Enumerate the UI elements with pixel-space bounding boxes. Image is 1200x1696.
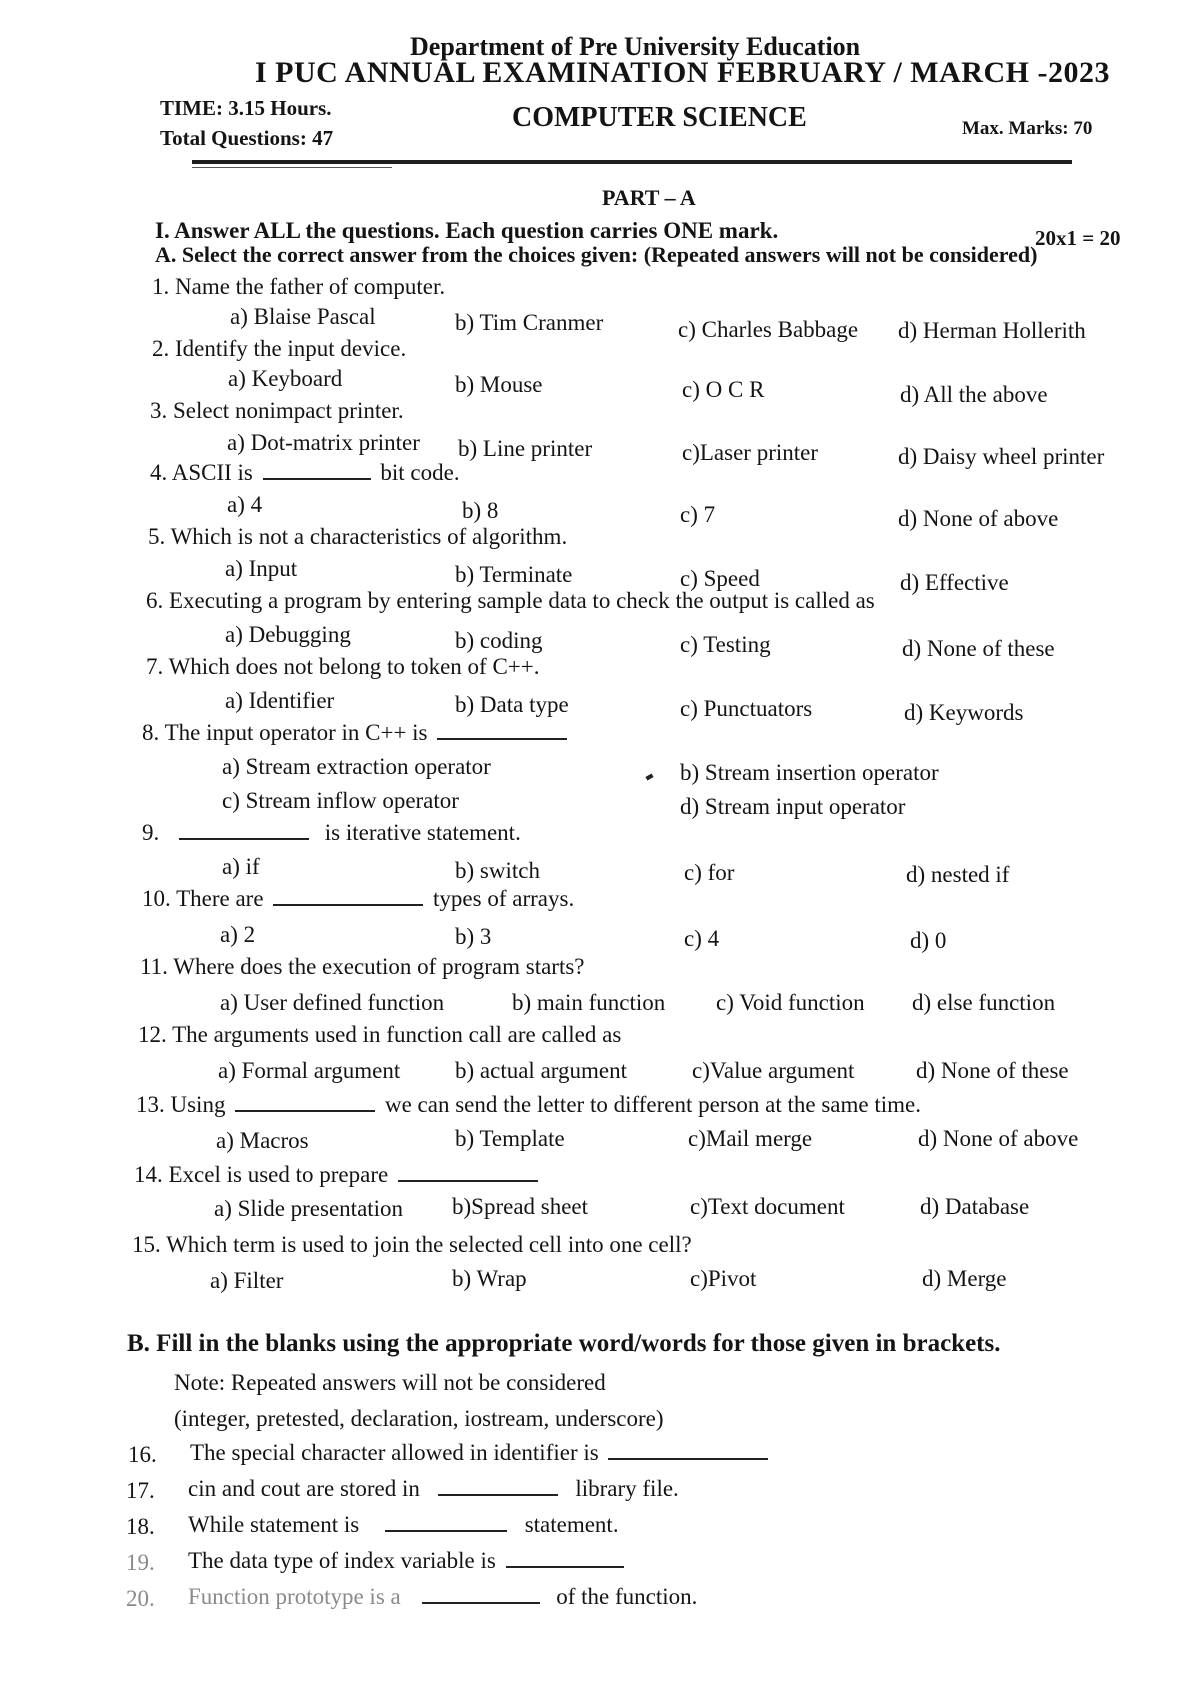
q13-option-b: b) Template [455, 1126, 565, 1151]
q9-option-c: c) for [684, 860, 735, 885]
q14-option-a: a) Slide presentation [214, 1196, 404, 1221]
q9-option-b: b) switch [455, 858, 540, 883]
q18-number: 18. [126, 1514, 155, 1539]
q1-option-c: c) Charles Babbage [678, 317, 859, 342]
question-2: 2. Identify the input device. [152, 336, 407, 361]
answer-blank[interactable] [235, 1092, 375, 1112]
q11-option-d: d) else function [912, 990, 1056, 1015]
q4-option-c: c) 7 [680, 502, 716, 527]
max-marks: Max. Marks: 70 [962, 118, 1093, 139]
q4-option-b: b) 8 [462, 498, 499, 523]
q5-option-b: b) Terminate [455, 562, 573, 587]
q6-option-b: b) coding [455, 628, 543, 653]
question-20: Function prototype is a of the function. [188, 1584, 698, 1609]
q8-option-d: d) Stream input operator [680, 794, 906, 819]
header-divider-thin [192, 167, 392, 168]
q5-option-a: a) Input [225, 556, 298, 581]
total-questions: Total Questions: 47 [160, 126, 334, 150]
question-19: The data type of index variable is [188, 1548, 628, 1574]
header-divider [192, 160, 1072, 164]
q7-option-b: b) Data type [455, 692, 569, 717]
q10-option-c: c) 4 [684, 926, 720, 951]
q14-option-c: c)Text document [690, 1194, 845, 1219]
scan-speck [645, 774, 653, 781]
q2-option-c: c) O C R [682, 377, 765, 402]
section-a-instruction: A. Select the correct answer from the choices given: (Repeated answers will not be considered) [155, 242, 1038, 267]
question-5: 5. Which is not a characteristics of algorithm. [148, 524, 568, 549]
answer-blank[interactable] [179, 820, 309, 840]
question-12: 12. The arguments used in function call are called as [138, 1022, 622, 1047]
q4-option-d: d) None of above [898, 506, 1059, 531]
q8-option-b: b) Stream insertion operator [680, 760, 939, 785]
department-name: Department of Pre University Education [410, 32, 861, 61]
q6-option-a: a) Debugging [225, 622, 351, 647]
q3-option-d: d) Daisy wheel printer [898, 444, 1105, 469]
answer-blank[interactable] [398, 1162, 538, 1182]
q20-number: 20. [126, 1586, 155, 1611]
answer-blank[interactable] [263, 460, 371, 480]
q11-option-a: a) User defined function [220, 990, 445, 1015]
q10-option-b: b) 3 [455, 924, 492, 949]
q12-option-b: b) actual argument [455, 1058, 628, 1083]
question-13: 13. Using we can send the letter to different person at the same time. [136, 1092, 921, 1117]
q7-option-a: a) Identifier [225, 688, 335, 713]
q9-option-a: a) if [222, 854, 260, 879]
answer-blank[interactable] [437, 720, 567, 740]
q1-option-b: b) Tim Cranmer [455, 310, 604, 335]
question-7: 7. Which does not belong to token of C++. [146, 654, 540, 679]
q19-number: 19. [126, 1550, 155, 1575]
question-11: 11. Where does the execution of program starts? [140, 954, 585, 979]
section-b-title: B. Fill in the blanks using the appropriate word/words for those given in brackets. [127, 1330, 1001, 1357]
q2-option-b: b) Mouse [455, 372, 543, 397]
q3-option-a: a) Dot-matrix printer [227, 430, 420, 455]
q15-option-b: b) Wrap [452, 1266, 527, 1291]
q11-option-b: b) main function [512, 990, 666, 1015]
subject-title: COMPUTER SCIENCE [512, 102, 807, 133]
q13-option-d: d) None of above [918, 1126, 1079, 1151]
q10-option-d: d) 0 [910, 928, 947, 953]
q1-option-a: a) Blaise Pascal [230, 304, 376, 329]
q8-option-a: a) Stream extraction operator [222, 754, 491, 779]
q12-option-d: d) None of these [916, 1058, 1069, 1083]
q7-option-d: d) Keywords [904, 700, 1024, 725]
exam-time: TIME: 3.15 Hours. [160, 96, 332, 120]
question-14: 14. Excel is used to prepare [134, 1162, 542, 1188]
q15-option-a: a) Filter [210, 1268, 284, 1293]
part-a-instruction: I. Answer ALL the questions. Each question carries ONE mark. [155, 218, 779, 243]
question-4: 4. ASCII is bit code. [150, 460, 460, 485]
q2-option-d: d) All the above [900, 382, 1048, 407]
q4-option-a: a) 4 [227, 492, 263, 517]
part-a-marks: 20x1 = 20 [1035, 226, 1121, 250]
question-15: 15. Which term is used to join the selected cell into one cell? [132, 1232, 692, 1257]
q13-option-a: a) Macros [216, 1128, 309, 1153]
answer-blank[interactable] [422, 1584, 540, 1604]
q14-option-d: d) Database [920, 1194, 1030, 1219]
question-3: 3. Select nonimpact printer. [150, 398, 404, 423]
question-6: 6. Executing a program by entering sample data to check the output is called as [146, 588, 875, 613]
q12-option-c: c)Value argument [692, 1058, 855, 1083]
q15-option-d: d) Merge [922, 1266, 1007, 1291]
answer-blank[interactable] [438, 1476, 558, 1496]
section-b-note: Note: Repeated answers will not be considered [174, 1370, 606, 1395]
question-10: 10. There are types of arrays. [142, 886, 575, 911]
part-a-title: PART – A [602, 185, 696, 210]
q17-number: 17. [126, 1478, 155, 1503]
q12-option-a: a) Formal argument [218, 1058, 401, 1083]
q15-option-c: c)Pivot [690, 1266, 757, 1291]
q3-option-c: c)Laser printer [682, 440, 819, 465]
question-1: 1. Name the father of computer. [152, 274, 446, 299]
exam-title: I PUC ANNUAL EXAMINATION FEBRUARY / MARCH -2023 [255, 56, 1110, 89]
q7-option-c: c) Punctuators [680, 696, 813, 721]
q5-option-c: c) Speed [680, 566, 760, 591]
q6-option-d: d) None of these [902, 636, 1055, 661]
answer-blank[interactable] [385, 1512, 507, 1532]
q11-option-c: c) Void function [716, 990, 865, 1015]
question-17: cin and cout are stored in library file. [188, 1476, 679, 1501]
answer-blank[interactable] [608, 1440, 768, 1460]
question-18: While statement is statement. [188, 1512, 619, 1537]
answer-blank[interactable] [506, 1548, 624, 1568]
q13-option-c: c)Mail merge [688, 1126, 813, 1151]
q1-option-d: d) Herman Hollerith [898, 318, 1086, 343]
q6-option-c: c) Testing [680, 632, 771, 657]
question-16: The special character allowed in identifier is [190, 1440, 772, 1466]
q9-option-d: d) nested if [906, 862, 1010, 887]
q8-option-c: c) Stream inflow operator [222, 788, 459, 813]
q2-option-a: a) Keyboard [228, 366, 343, 391]
q10-option-a: a) 2 [220, 922, 256, 947]
question-8: 8. The input operator in C++ is [142, 720, 571, 746]
section-b-word-bank: (integer, pretested, declaration, iostream, underscore) [174, 1406, 664, 1431]
question-9: 9. is iterative statement. [142, 820, 521, 845]
answer-blank[interactable] [273, 886, 423, 906]
q14-option-b: b)Spread sheet [452, 1194, 589, 1219]
q16-number: 16. [128, 1442, 157, 1467]
q5-option-d: d) Effective [900, 570, 1009, 595]
q3-option-b: b) Line printer [458, 436, 593, 461]
